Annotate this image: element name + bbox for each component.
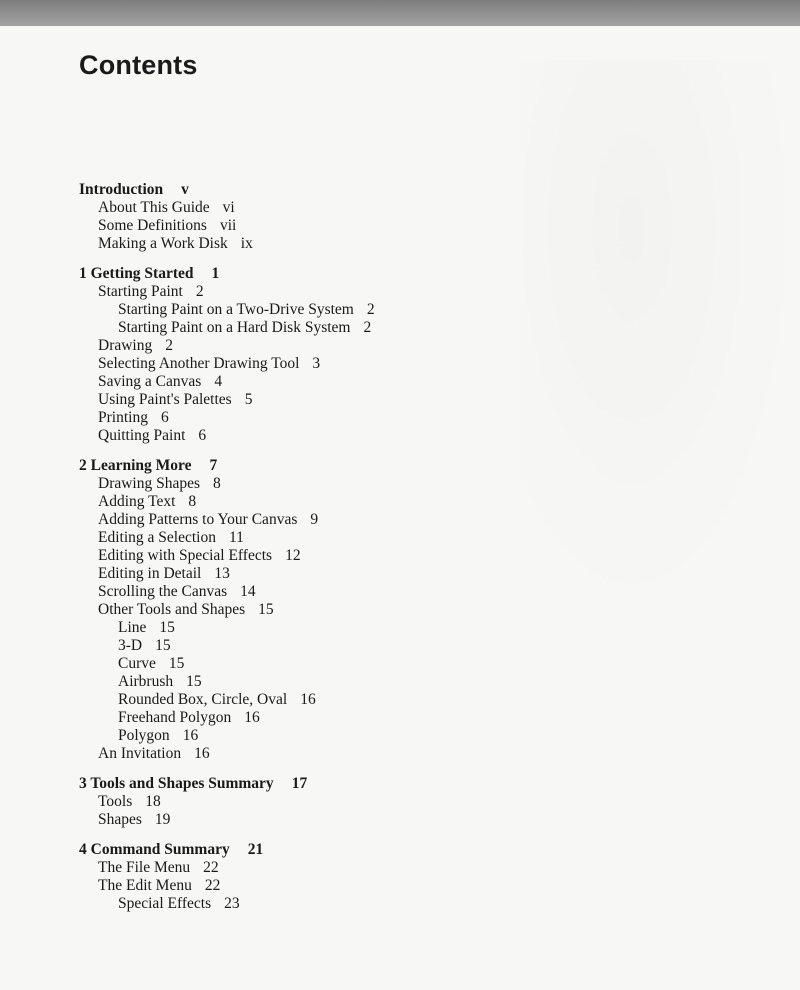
toc-entry <box>79 217 519 235</box>
entry-page-number: 19 <box>154 811 171 828</box>
chapter-page-number: 17 <box>291 775 308 792</box>
toc-entry <box>79 283 519 301</box>
entry-page-number: vii <box>219 217 237 234</box>
toc-entry <box>79 793 519 811</box>
entry-page-number: 11 <box>228 529 244 546</box>
toc-subentry <box>79 319 519 337</box>
chapter-page-number: 21 <box>247 841 264 858</box>
toc-entry <box>79 235 519 253</box>
entry-title: Using Paint's Palettes <box>98 391 232 408</box>
entry-title: Making a Work Disk <box>98 235 228 252</box>
entry-page-number: 22 <box>203 859 219 876</box>
toc-entry <box>79 391 519 409</box>
toc-chapter <box>79 180 519 253</box>
entry-page-number: vi <box>222 199 235 216</box>
entry-title: Selecting Another Drawing Tool <box>98 355 300 372</box>
page-title: Contents <box>79 50 198 80</box>
toc-chapter <box>79 456 519 763</box>
entry-page-number: 18 <box>145 793 161 810</box>
entry-page-number: 16 <box>300 691 316 708</box>
toc-entry <box>79 745 519 763</box>
entry-title: Scrolling the Canvas <box>98 583 228 600</box>
entry-title: Starting Paint on a Two-Drive System <box>118 301 354 318</box>
entry-page-number: 14 <box>240 583 256 600</box>
chapter-heading <box>79 264 519 283</box>
toc-entry <box>79 475 519 493</box>
toc-entry <box>79 427 519 445</box>
toc-entry <box>79 811 519 829</box>
chapter-page-number: v <box>181 181 189 198</box>
entry-page-number: 12 <box>285 547 301 564</box>
table-of-contents <box>79 180 519 924</box>
toc-subentry <box>79 619 519 637</box>
entry-title: The Edit Menu <box>98 877 192 894</box>
toc-entry <box>79 373 519 391</box>
toc-subentry <box>79 673 519 691</box>
toc-entry <box>79 199 519 217</box>
entry-title: Starting Paint <box>98 283 183 300</box>
toc-chapter <box>79 840 519 913</box>
toc-entry <box>79 859 519 877</box>
entry-page-number: ix <box>240 235 253 252</box>
chapter-title: 1 Getting Started <box>79 265 194 282</box>
entry-page-number: 16 <box>244 709 260 726</box>
toc-entry <box>79 337 519 355</box>
entry-page-number: 15 <box>258 601 274 618</box>
chapter-page-number: 7 <box>209 457 218 474</box>
entry-page-number: 15 <box>168 655 185 672</box>
entry-title: Drawing Shapes <box>98 475 201 492</box>
chapter-page-number: 1 <box>211 265 220 282</box>
toc-subentry <box>79 301 519 319</box>
entry-title: Editing in Detail <box>98 565 202 582</box>
toc-subentry <box>79 637 519 655</box>
show-through-shadow <box>520 60 800 620</box>
entry-page-number: 23 <box>224 895 240 912</box>
toc-subentry <box>79 895 519 913</box>
entry-title: Other Tools and Shapes <box>98 601 246 618</box>
entry-page-number: 2 <box>363 319 372 336</box>
chapter-heading <box>79 180 519 199</box>
entry-title: Airbrush <box>118 673 174 690</box>
entry-title: Quitting Paint <box>98 427 186 444</box>
entry-title: Polygon <box>118 727 170 744</box>
entry-page-number: 22 <box>204 877 221 894</box>
toc-entry <box>79 529 519 547</box>
chapter-heading <box>79 840 519 859</box>
toc-chapter <box>79 774 519 829</box>
toc-subentry <box>79 691 519 709</box>
chapter-heading <box>79 774 519 793</box>
entry-page-number: 9 <box>310 511 319 528</box>
chapter-title: 2 Learning More <box>79 457 192 474</box>
entry-page-number: 13 <box>214 565 230 582</box>
toc-entry <box>79 547 519 565</box>
entry-page-number: 6 <box>198 427 207 444</box>
entry-title: Special Effects <box>118 895 212 912</box>
entry-title: About This Guide <box>98 199 210 216</box>
entry-page-number: 8 <box>188 493 197 510</box>
entry-page-number: 4 <box>214 373 223 390</box>
chapter-title: Introduction <box>79 181 164 198</box>
entry-page-number: 3 <box>312 355 321 372</box>
toc-entry <box>79 511 519 529</box>
toc-subentry <box>79 655 519 673</box>
toc-entry <box>79 601 519 619</box>
toc-subentry <box>79 727 519 745</box>
scan-top-band <box>0 0 800 26</box>
toc-entry <box>79 565 519 583</box>
toc-entry <box>79 583 519 601</box>
entry-page-number: 6 <box>160 409 169 426</box>
entry-title: Adding Patterns to Your Canvas <box>98 511 298 528</box>
entry-title: Editing a Selection <box>98 529 216 546</box>
toc-entry <box>79 493 519 511</box>
chapter-title: 3 Tools and Shapes Summary <box>79 775 274 792</box>
entry-title: Line <box>118 619 147 636</box>
entry-page-number: 2 <box>366 301 375 318</box>
toc-entry <box>79 409 519 427</box>
entry-title: The File Menu <box>98 859 191 876</box>
entry-title: Starting Paint on a Hard Disk System <box>118 319 351 336</box>
entry-title: Editing with Special Effects <box>98 547 273 564</box>
entry-page-number: 2 <box>165 337 173 354</box>
entry-page-number: 15 <box>159 619 175 636</box>
chapter-heading <box>79 456 519 475</box>
entry-page-number: 16 <box>182 727 199 744</box>
entry-title: Freehand Polygon <box>118 709 232 726</box>
entry-title: Rounded Box, Circle, Oval <box>118 691 288 708</box>
entry-page-number: 15 <box>186 673 202 690</box>
entry-title: An Invitation <box>98 745 182 762</box>
entry-page-number: 16 <box>194 745 210 762</box>
toc-subentry <box>79 709 519 727</box>
entry-title: Tools <box>98 793 133 810</box>
entry-title: Some Definitions <box>98 217 207 234</box>
entry-page-number: 8 <box>213 475 221 492</box>
toc-entry <box>79 877 519 895</box>
entry-title: 3-D <box>118 637 143 654</box>
toc-chapter <box>79 264 519 445</box>
entry-title: Curve <box>118 655 156 672</box>
entry-title: Drawing <box>98 337 153 354</box>
entry-title: Shapes <box>98 811 142 828</box>
entry-title: Saving a Canvas <box>98 373 202 390</box>
entry-title: Adding Text <box>98 493 176 510</box>
entry-title: Printing <box>98 409 148 426</box>
entry-page-number: 15 <box>155 637 171 654</box>
chapter-title: 4 Command Summary <box>79 841 230 858</box>
entry-page-number: 2 <box>195 283 204 300</box>
entry-page-number: 5 <box>244 391 253 408</box>
toc-entry <box>79 355 519 373</box>
